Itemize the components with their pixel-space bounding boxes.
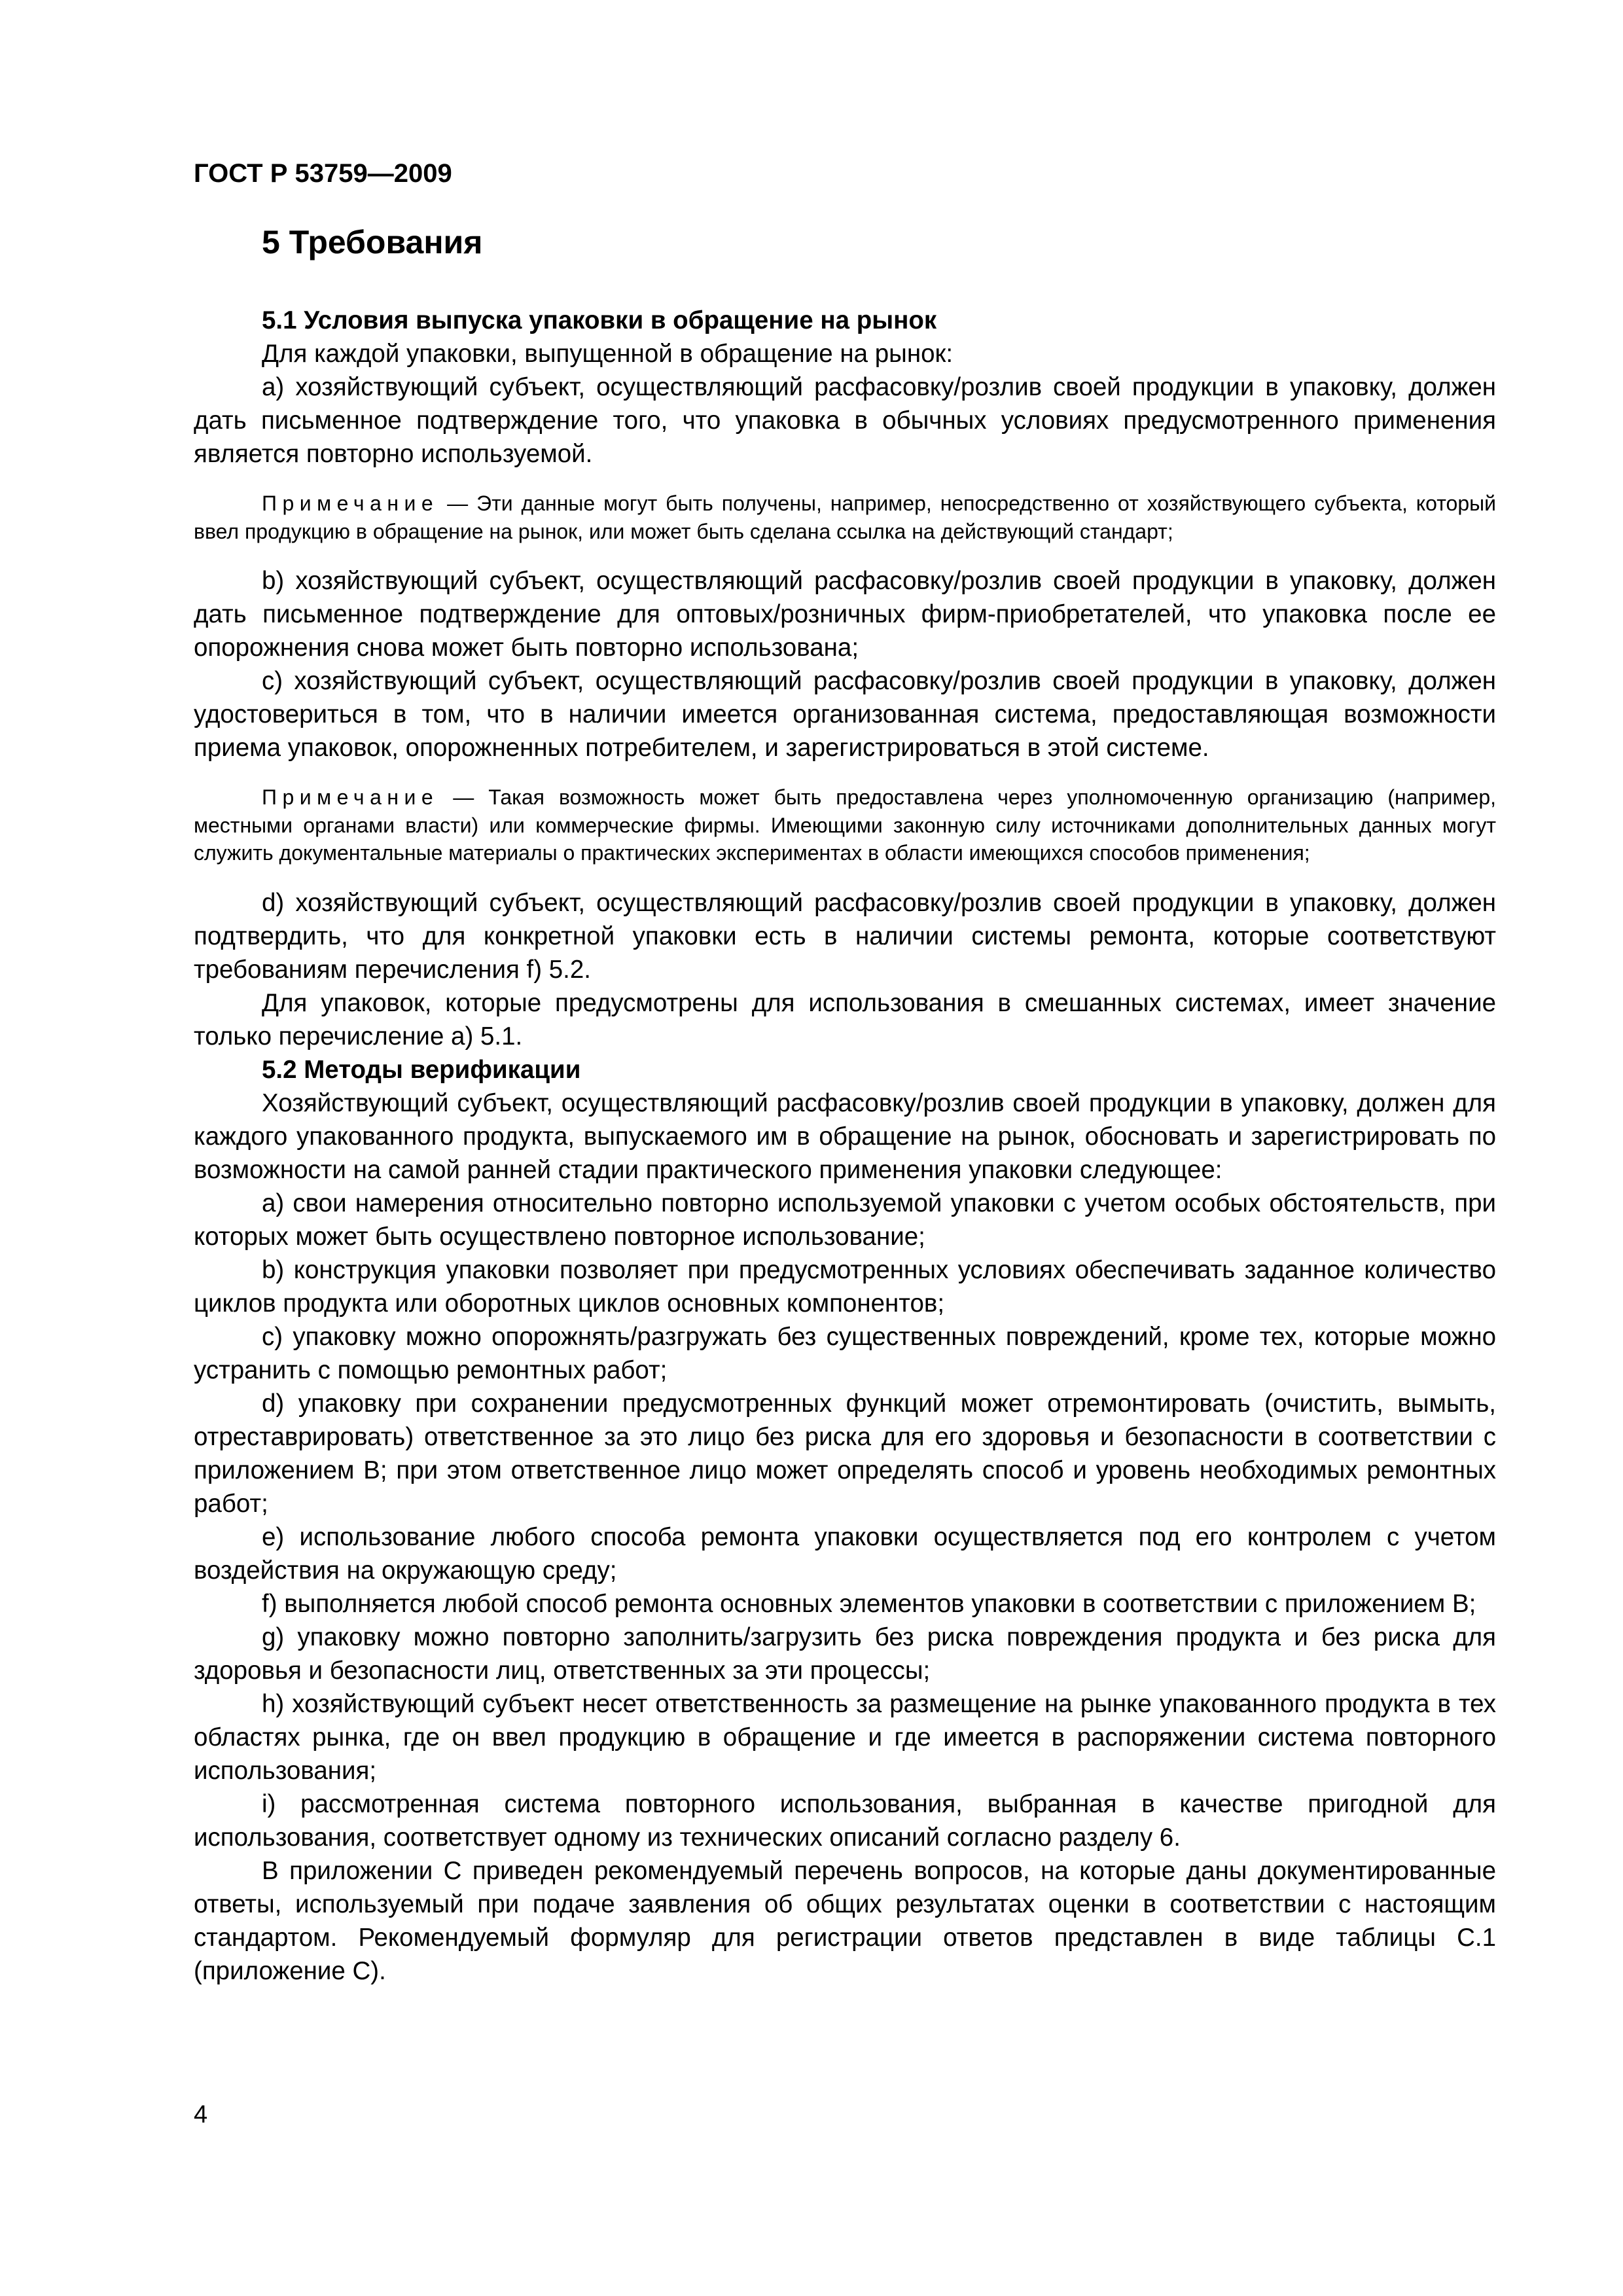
list-item-e: е) использование любого способа ремонта упаковки осуществляется под его контролем с учетом воздействия на окружающую среду; (194, 1522, 1496, 1585)
section-title: 5 Требования (262, 224, 483, 260)
list-item-g: g) упаковку можно повторно заполнить/загрузить без риска повреждения продукта и без риска для здоровья и безопасности лиц, ответственных за эти процессы; (194, 1623, 1496, 1685)
document-page (194, 157, 1496, 1988)
list-item-h: h) хозяйствующий субъект несет ответственность за размещение на рынке упакованного продукта в тех областях рынка, где он ввел продукцию в обращение и где имеется в распоряжении система повторного использования; (194, 1689, 1496, 1785)
note-text: — Эти данные могут быть получены, например, непосредственно от хозяйствующего субъекта, который ввел продукцию в обращение на рынок, или может быть сделана ссылка на действующий стандарт; (194, 492, 1496, 543)
subsection-title-5-1: 5.1 Условия выпуска упаковки в обращение на рынок (262, 306, 937, 334)
paragraph: Для каждой упаковки, выпущенной в обращение на рынок: (262, 340, 954, 368)
list-item-f: f) выполняется любой способ ремонта основных элементов упаковки в соответствии с приложением В; (262, 1589, 1476, 1618)
note-label: Примечание (262, 492, 439, 515)
list-item-a: а) свои намерения относительно повторно используемой упаковки с учетом особых обстоятельств, при которых может быть осуществлено повторное использование; (194, 1189, 1496, 1251)
list-item-a: а) хозяйствующий субъект, осуществляющий расфасовку/розлив своей продукции в упаковку, должен дать письменное подтверждение того, что упаковка в обычных условиях предусмотренного применения является повторно используемой. (194, 373, 1496, 468)
subsection-title-5-2: 5.2 Методы верификации (262, 1055, 581, 1084)
page-number: 4 (194, 2101, 208, 2128)
list-item-c: с) упаковку можно опорожнять/разгружать без существенных повреждений, кроме тех, которые можно устранить с помощью ремонтных работ; (194, 1322, 1496, 1384)
list-item-c: с) хозяйствующий субъект, осуществляющий расфасовку/розлив своей продукции в упаковку, должен удостовериться в том, что в наличии имеется организованная система, предоставляющая возможности приема упаковок, опорожненных потребителем, и зарегистрироваться в этой системе. (194, 667, 1496, 762)
list-item-i: i) рассмотренная система повторного использования, выбранная в качестве пригодной для использования, соответствует одному из технических описаний согласно разделу 6. (194, 1789, 1496, 1852)
paragraph: Для упаковок, которые предусмотрены для использования в смешанных системах, имеет значение только перечисление а) 5.1. (194, 988, 1496, 1050)
note-label: Примечание (262, 785, 439, 809)
note-text: — Такая возможность может быть предоставлена через уполномоченную организацию (например, местными органами власти) или коммерческие фирмы. Имеющими законную силу источниками дополнительных данных могут служить документальные материалы о практических экспериментах в области имеющихся способов применения; (194, 785, 1496, 865)
list-item-b: b) хозяйствующий субъект, осуществляющий расфасовку/розлив своей продукции в упаковку, должен дать письменное подтверждение для оптовых/розничных фирм-приобретателей, что упаковка после ее опорожнения снова может быть повторно использована; (194, 567, 1496, 662)
note (194, 783, 1496, 867)
document-code: ГОСТ Р 53759—2009 (194, 159, 452, 188)
paragraph: Хозяйствующий субъект, осуществляющий расфасовку/розлив своей продукции в упаковку, должен для каждого упакованного продукта, выпускаемого им в обращение на рынок, обосновать и зарегистрировать по возможности на самой ранней стадии практического применения упаковки следующее: (194, 1088, 1496, 1184)
paragraph: В приложении С приведен рекомендуемый перечень вопросов, на которые даны документированные ответы, используемый при подаче заявления об общих результатах оценки в соответствии с настоящим стандартом. Рекомендуемый формуляр для регистрации ответов представлен в виде таблицы С.1 (приложение С). (194, 1856, 1496, 1985)
list-item-d: d) упаковку при сохранении предусмотренных функций может отремонтировать (очистить, вымыть, отреставрировать) ответственное за это лицо без риска для его здоровья и безопасности в соответствии с приложением В; при этом ответственное лицо может определять способ и уровень необходимых ремонтных работ; (194, 1389, 1496, 1518)
list-item-d: d) хозяйствующий субъект, осуществляющий расфасовку/розлив своей продукции в упаковку, должен подтвердить, что для конкретной упаковки есть в наличии системы ремонта, которые соответствуют требованиям перечисления f) 5.2. (194, 888, 1496, 984)
note (194, 490, 1496, 545)
list-item-b: b) конструкция упаковки позволяет при предусмотренных условиях обеспечивать заданное количество циклов продукта или оборотных циклов основных компонентов; (194, 1255, 1496, 1318)
